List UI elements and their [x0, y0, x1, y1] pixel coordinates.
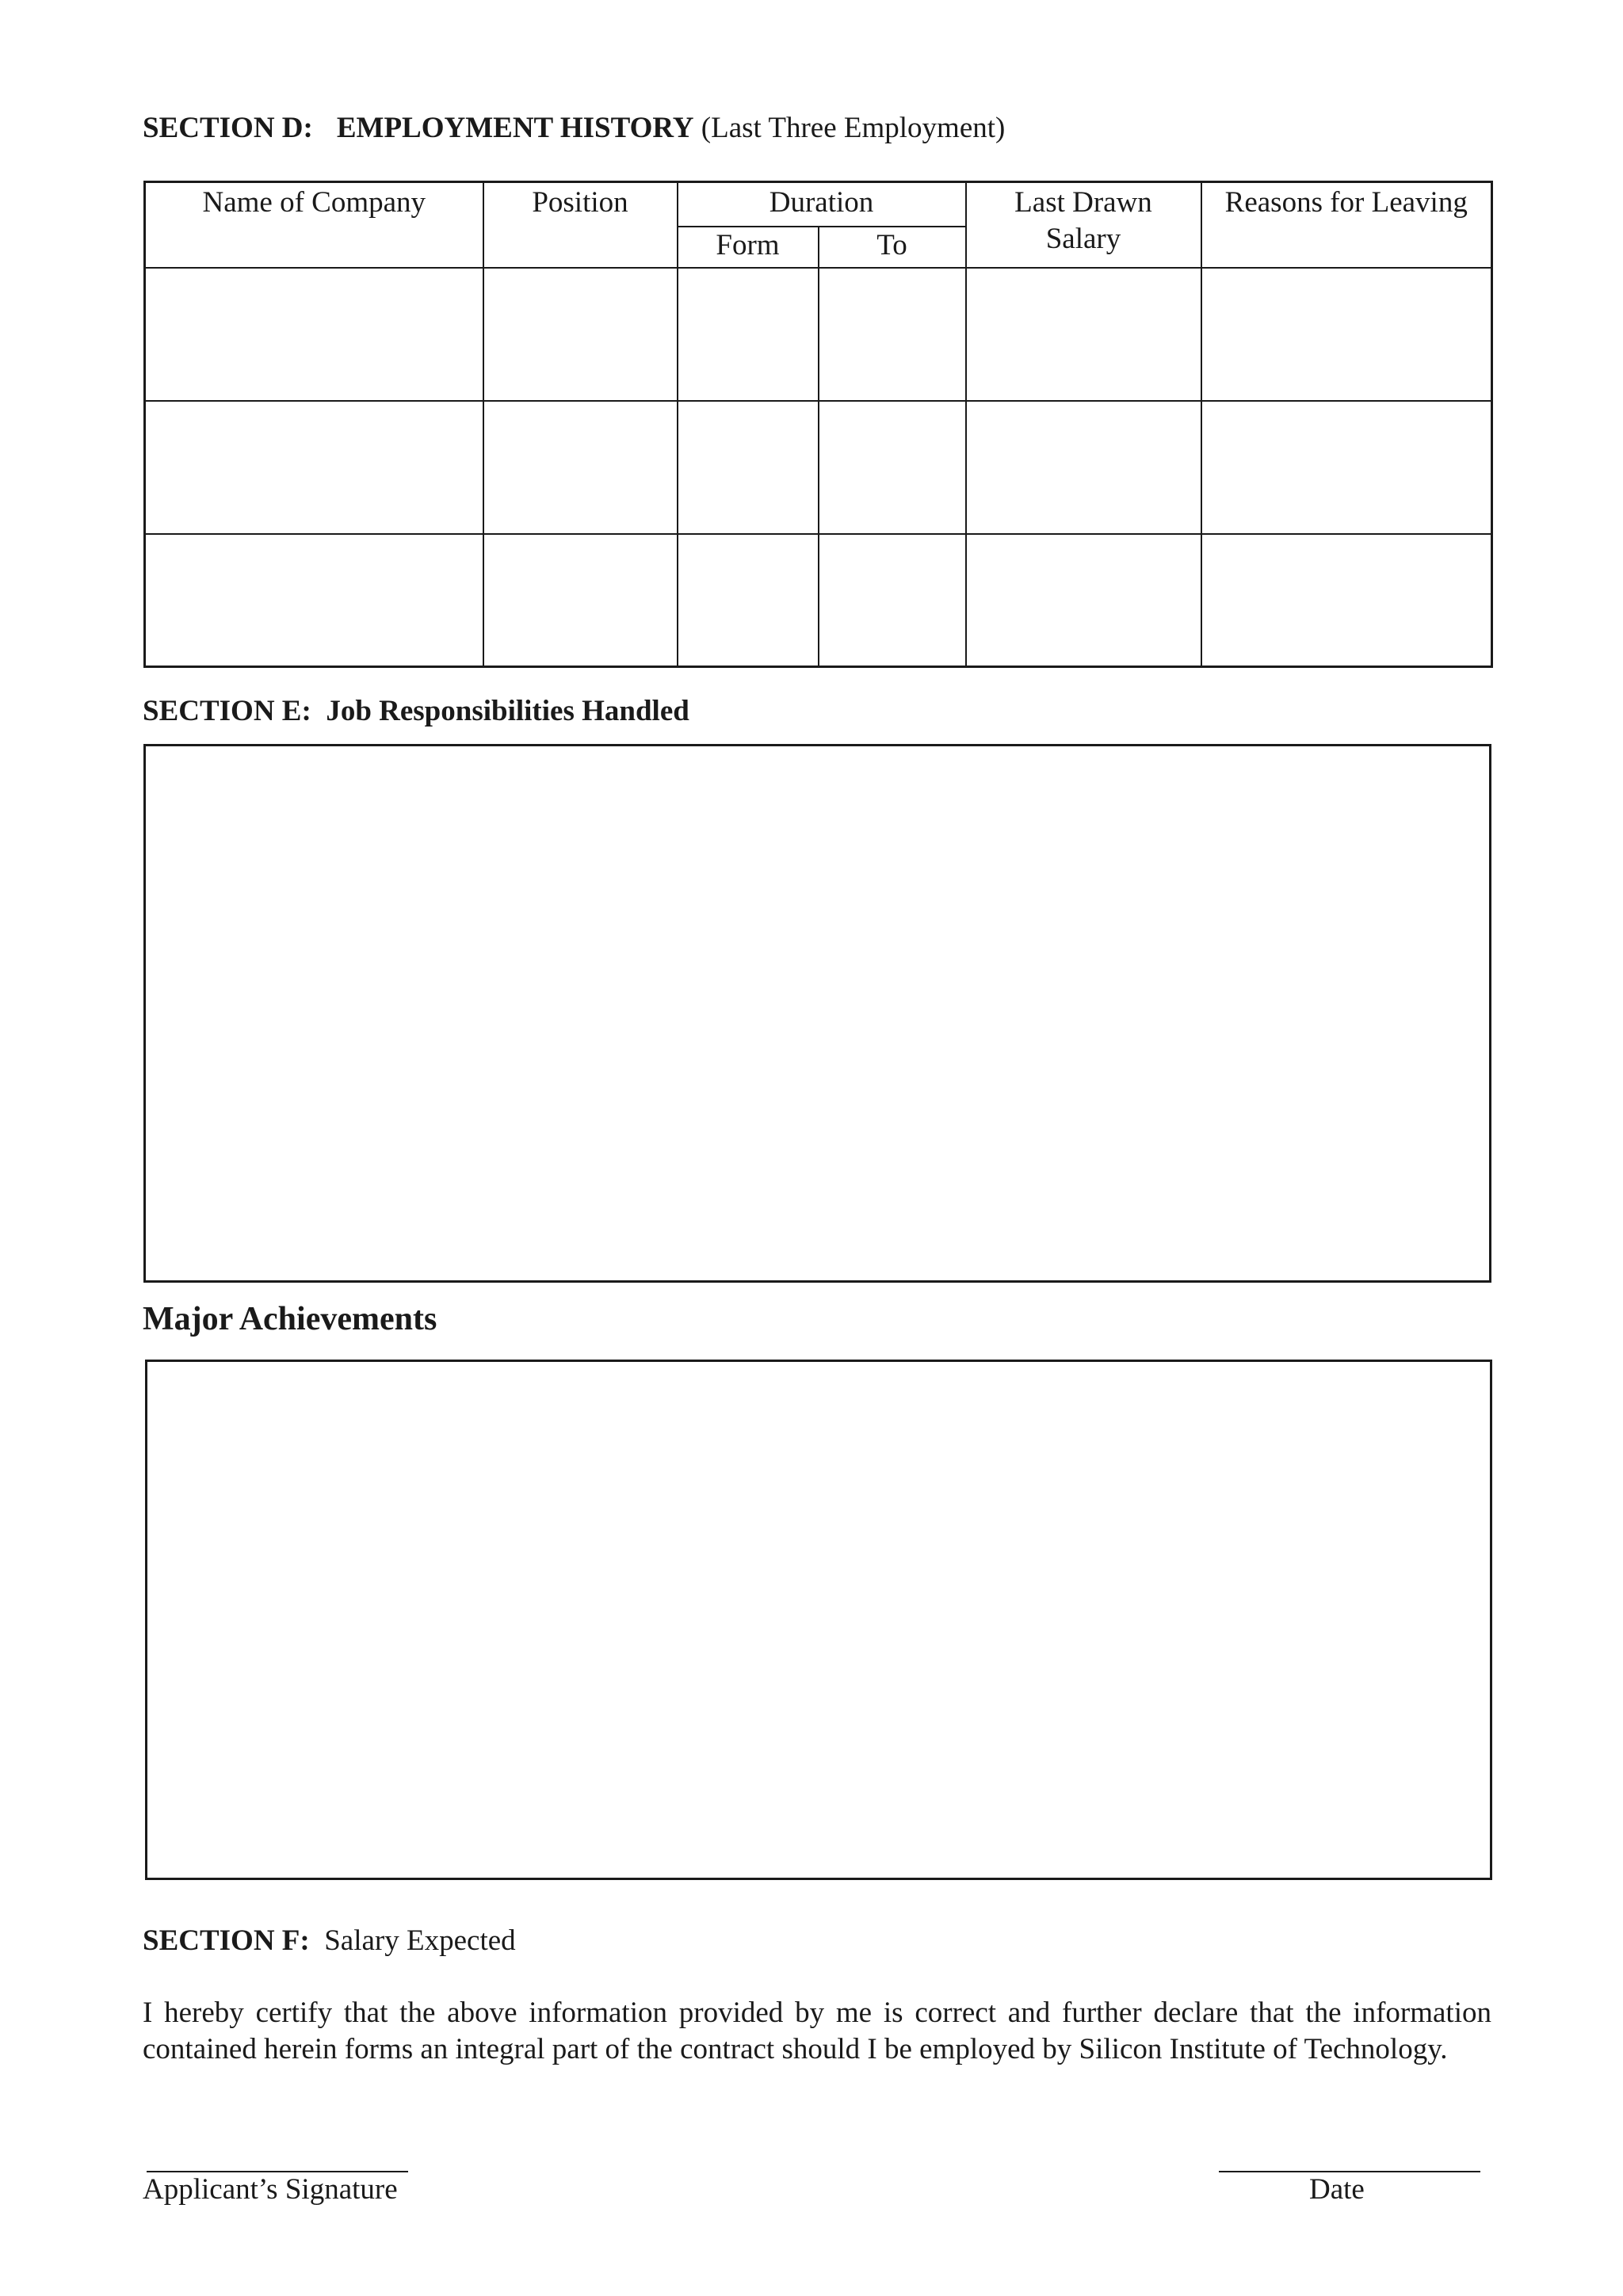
date-label: Date [1309, 2173, 1365, 2206]
cell-position[interactable] [483, 534, 678, 667]
header-to: To [819, 227, 966, 268]
cell-company[interactable] [145, 534, 483, 667]
applicant-signature-label: Applicant’s Signature [143, 2173, 398, 2206]
section-f-label: SECTION F: [143, 1924, 310, 1957]
section-f-title: Salary Expected [324, 1924, 516, 1957]
cell-salary[interactable] [966, 401, 1201, 534]
header-from: Form [678, 227, 819, 268]
section-d-label: SECTION D: [143, 112, 313, 144]
cell-position[interactable] [483, 401, 678, 534]
cell-reasons[interactable] [1201, 401, 1492, 534]
cell-from[interactable] [678, 534, 819, 667]
section-e-label: SECTION E: [143, 695, 311, 727]
cell-company[interactable] [145, 268, 483, 401]
table-row [145, 268, 1492, 401]
job-responsibilities-box[interactable] [143, 744, 1491, 1283]
table-row [145, 401, 1492, 534]
cell-position[interactable] [483, 268, 678, 401]
section-d-heading [143, 111, 1005, 145]
header-reasons-for-leaving: Reasons for Leaving [1201, 182, 1492, 268]
cell-salary[interactable] [966, 268, 1201, 401]
header-duration: Duration [678, 182, 966, 227]
cell-to[interactable] [819, 401, 966, 534]
cell-to[interactable] [819, 268, 966, 401]
section-d-note: (Last Three Employment) [701, 112, 1006, 144]
header-company: Name of Company [145, 182, 483, 268]
header-position: Position [483, 182, 678, 268]
table-row [145, 534, 1492, 667]
cell-from[interactable] [678, 401, 819, 534]
declaration-text: I hereby certify that the above information provided by me is correct and further declare that the information contained herein forms an integral part of the contract should I be employed by Silicon Institute of Technology. [143, 1997, 1491, 2065]
cell-to[interactable] [819, 534, 966, 667]
header-salary-line1: Last Drawn [1014, 186, 1152, 219]
section-e-title: Job Responsibilities Handled [326, 695, 689, 727]
header-last-drawn-salary [966, 182, 1201, 268]
employment-history-table [143, 181, 1493, 668]
section-e-heading [143, 694, 689, 728]
cell-reasons[interactable] [1201, 268, 1492, 401]
cell-salary[interactable] [966, 534, 1201, 667]
major-achievements-heading: Major Achievements [143, 1301, 437, 1337]
cell-from[interactable] [678, 268, 819, 401]
cell-company[interactable] [145, 401, 483, 534]
section-f-heading [143, 1924, 516, 1958]
section-d-title: EMPLOYMENT HISTORY [336, 112, 694, 144]
header-salary-line2: Salary [1045, 223, 1121, 255]
major-achievements-box[interactable] [145, 1360, 1492, 1880]
cell-reasons[interactable] [1201, 534, 1492, 667]
